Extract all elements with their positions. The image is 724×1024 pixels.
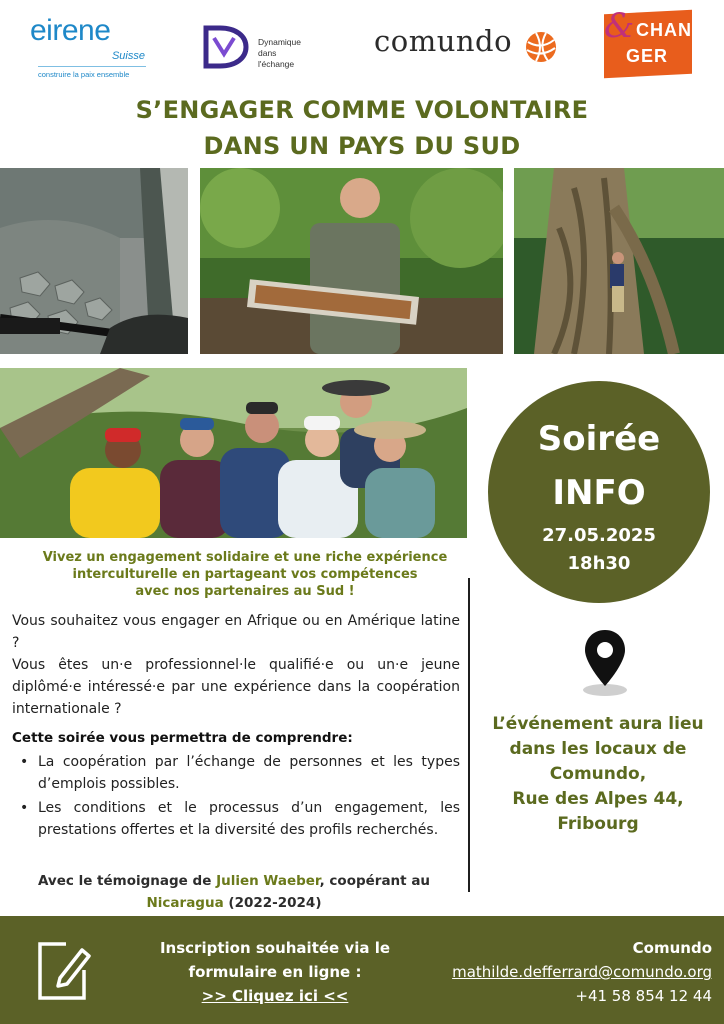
register-link[interactable]: >> Cliquez ici << [201, 987, 349, 1005]
edit-form-icon [36, 938, 92, 1004]
event-label: Soirée [537, 419, 661, 459]
eirene-wordmark: eirene [30, 14, 111, 47]
contact-phone: +41 58 854 12 44 [575, 987, 712, 1005]
title-line2: DANS UN PAYS DU SUD [203, 132, 521, 160]
ampersand-icon: & [604, 6, 635, 46]
footer [0, 916, 724, 1024]
globe-icon [524, 30, 558, 64]
eirene-tagline: construire la paix ensemble [38, 70, 130, 79]
echanger-line1: CHAN [636, 20, 692, 40]
testimony-line: Avec le témoignage de Julien Waeber, coopérant au Nicaragua (2022-2024) [37, 873, 431, 911]
contact-org: Comundo [632, 939, 712, 957]
contact-email-link[interactable]: mathilde.defferrard@comundo.org [452, 963, 712, 981]
question-paragraph-2: Vous êtes un·e professionnel·le qualifié·e ou un·e jeune diplômé·e intéressé·e par une expérience dans la coopération internationale ? [12, 657, 460, 717]
dde-wordmark: Dynamique dans l'échange [258, 37, 301, 69]
registration-text: Inscription souhaitée via le formulaire en ligne : >> Cliquez ici << [150, 936, 400, 1008]
eirene-logo [30, 12, 155, 82]
page-title [0, 92, 724, 164]
column-divider [468, 578, 470, 892]
photo-group-of-volunteers [0, 368, 467, 538]
comundo-wordmark: comundo [374, 24, 513, 58]
event-type: INFO [552, 473, 646, 513]
photo-tree-climber [514, 168, 724, 354]
testimony-name: Julien Waeber [216, 873, 320, 889]
event-date: 27.05.2025 [542, 525, 656, 546]
photo-man-with-tray [200, 168, 503, 354]
subheading: Cette soirée vous permettra de comprendre: [12, 730, 353, 746]
question-paragraph-1: Vous souhaitez vous engager en Afrique ou en Amérique latine ? [12, 613, 460, 651]
location-pin-icon [581, 628, 629, 698]
event-location: L’événement aura lieu dans les locaux de Comundo, Rue des Alpes 44, Fribourg [492, 714, 704, 834]
intro-heading: Vivez un engagement solidaire et une riche expérience interculturelle en partageant vos compétences avec nos partenaires au Sud ! [42, 550, 448, 599]
event-time: 18h30 [567, 553, 631, 574]
contact-info [452, 936, 712, 1008]
bullet-item: • La coopération par l’échange de personnes et les types d’emplois possibles. [38, 751, 460, 795]
info-evening-badge [488, 381, 710, 603]
dde-monogram-icon [202, 24, 254, 70]
photo-flooded-road [0, 168, 188, 354]
testimony-country: Nicaragua [146, 895, 224, 911]
eirene-suffix: Suisse [111, 50, 145, 62]
bullet-item: • Les conditions et le processus d’un engagement, les prestations offertes et la diversité des profils recherchés. [38, 797, 460, 841]
dynamique-echange-logo [202, 24, 332, 76]
comundo-logo [374, 24, 564, 68]
echanger-line2: GER [626, 46, 669, 66]
title-line1: S’ENGAGER COMME VOLONTAIRE [135, 96, 589, 124]
echanger-logo [604, 8, 692, 76]
eirene-divider [38, 66, 146, 67]
